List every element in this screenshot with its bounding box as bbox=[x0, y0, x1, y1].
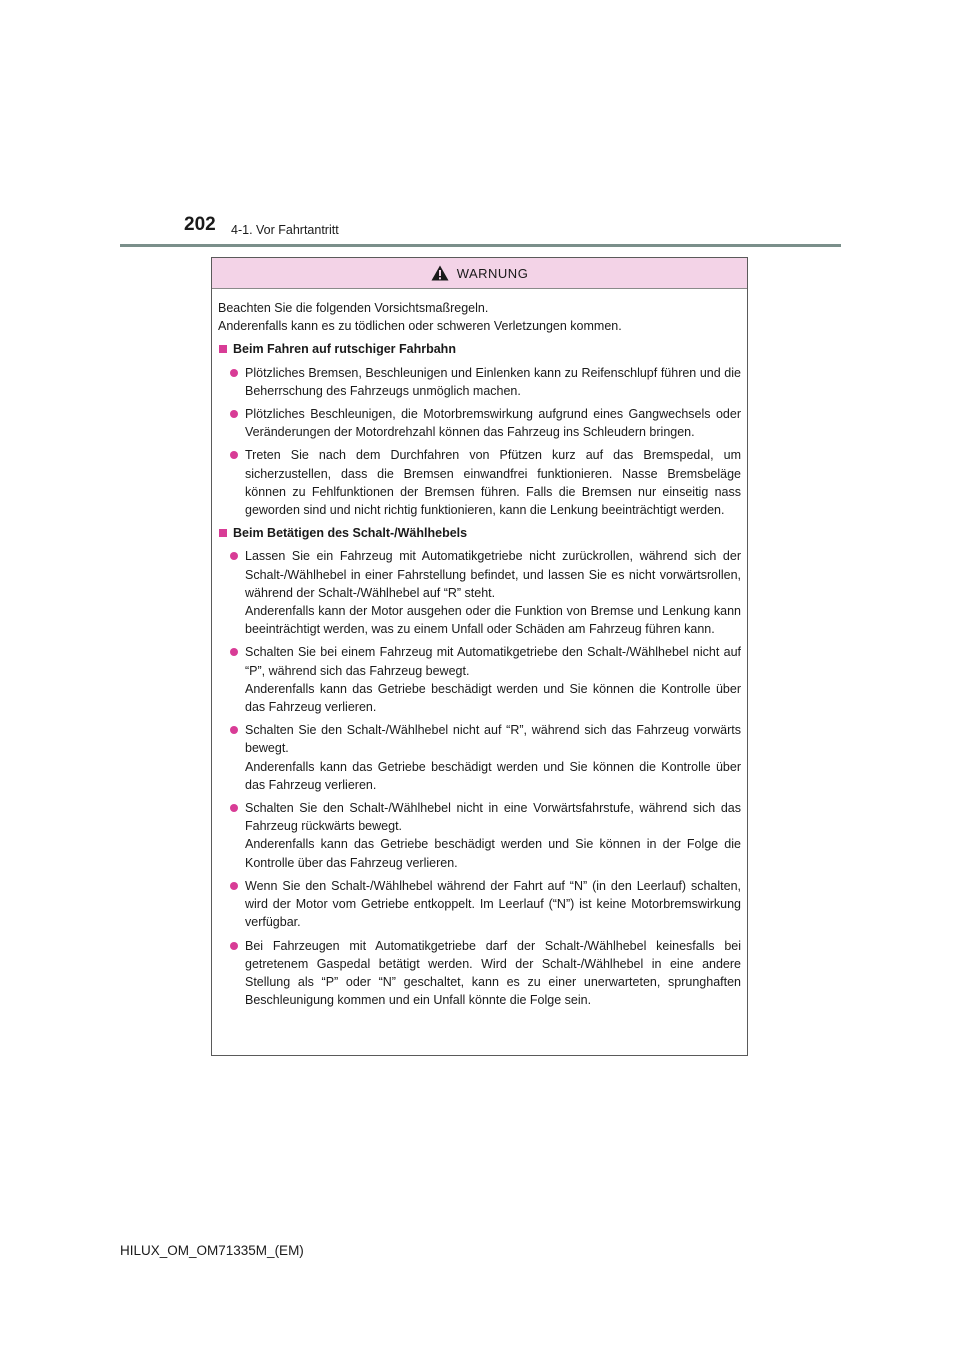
warning-title: WARNUNG bbox=[456, 265, 529, 281]
page-number: 202 bbox=[184, 214, 216, 235]
warning-header bbox=[212, 258, 747, 289]
section-heading bbox=[218, 524, 741, 542]
paragraph: Schalten Sie den Schalt-/Wählhebel nicht in eine Vorwärtsfahrstufe, während sich das Fahrzeug rückwärts bewegt. bbox=[245, 801, 741, 834]
header-rule bbox=[120, 244, 841, 247]
list-item bbox=[218, 547, 741, 638]
bullet-dot-icon bbox=[230, 942, 238, 950]
bullet-dot-icon bbox=[230, 804, 238, 812]
list-item-text bbox=[245, 643, 741, 716]
paragraph: Lassen Sie ein Fahrzeug mit Automatikgetriebe nicht zurückrollen, während sich der Schalt-/Wählhebel in einer Fahrstellung befindet, und lassen Sie es nicht vorwärtsrollen, während der Schalt-/Wählhebel auf “R” steht. bbox=[245, 549, 741, 600]
paragraph: Plötzliches Beschleunigen, die Motorbremswirkung aufgrund eines Gangwechsels oder Veränderungen der Motordrehzahl können das Fahrzeug ins Schleudern bringen. bbox=[245, 407, 741, 440]
paragraph: Schalten Sie bei einem Fahrzeug mit Automatikgetriebe den Schalt-/Wählhebel nicht auf “P”, während sich das Fahrzeug bewegt. bbox=[245, 645, 741, 678]
intro-line: Anderenfalls kann es zu tödlichen oder schweren Verletzungen kommen. bbox=[218, 319, 622, 334]
intro-line: Beachten Sie die folgenden Vorsichtsmaßregeln. bbox=[218, 301, 489, 315]
paragraph: Plötzliches Bremsen, Beschleunigen und Einlenken kann zu Reifenschlupf führen und die Beherrschung des Fahrzeugs unmöglich machen. bbox=[245, 365, 741, 398]
warning-section bbox=[218, 340, 741, 519]
list-item bbox=[218, 643, 741, 716]
list-item bbox=[218, 405, 741, 441]
list-item-text bbox=[245, 721, 741, 794]
square-bullet-icon bbox=[219, 345, 227, 353]
list-item-text bbox=[245, 937, 741, 1010]
list-item-text bbox=[245, 547, 741, 638]
bullet-dot-icon bbox=[230, 451, 238, 459]
warning-intro bbox=[218, 299, 741, 335]
paragraph: Treten Sie nach dem Durchfahren von Pfützen kurz auf das Bremspedal, um sicherzustellen, dass die Bremsen einwandfrei funktionieren. Nasse Bremsbeläge können zu Fehlfunktionen der Bremsen führen. Falls die Bremsen nur einseitig nass geworden sind und nicht richtig funktionieren, kann die Lenkung beeinträchtigt werden. bbox=[245, 448, 741, 518]
bullet-dot-icon bbox=[230, 648, 238, 656]
list-item bbox=[218, 446, 741, 519]
section-heading-text: Beim Betätigen des Schalt-/Wählhebels bbox=[233, 526, 468, 541]
bullet-dot-icon bbox=[230, 726, 238, 734]
square-bullet-icon bbox=[219, 529, 227, 537]
warning-section bbox=[218, 524, 741, 1009]
list-item bbox=[218, 937, 741, 1010]
section-heading bbox=[218, 340, 741, 358]
list-item-text bbox=[245, 364, 741, 400]
paragraph: Anderenfalls kann das Getriebe beschädigt werden und Sie können in der Folge die Kontrolle über das Fahrzeug verlieren. bbox=[245, 837, 741, 870]
list-item-text bbox=[245, 446, 741, 519]
document-code: HILUX_OM_OM71335M_(EM) bbox=[120, 1243, 304, 1258]
warning-body bbox=[212, 289, 747, 1009]
paragraph: Anderenfalls kann das Getriebe beschädigt werden und Sie können die Kontrolle über das Fahrzeug verlieren. bbox=[245, 759, 741, 792]
paragraph: Schalten Sie den Schalt-/Wählhebel nicht auf “R”, während sich das Fahrzeug vorwärts bewegt. bbox=[245, 723, 741, 756]
list-item bbox=[218, 877, 741, 932]
warning-box bbox=[211, 257, 748, 1056]
bullet-dot-icon bbox=[230, 882, 238, 890]
list-item bbox=[218, 799, 741, 872]
warning-triangle-icon bbox=[431, 265, 449, 281]
bullet-dot-icon bbox=[230, 369, 238, 377]
list-item bbox=[218, 721, 741, 794]
paragraph: Bei Fahrzeugen mit Automatikgetriebe darf der Schalt-/Wählhebel keinesfalls bei getretenem Gaspedal betätigt werden. Wird der Schalt-/Wählhebel in eine andere Stellung als “P” oder “N” geschaltet, kann es zu einer unerwarteten, sprunghaften Beschleunigung kommen und ein Unfall könnte die Folge sein. bbox=[245, 938, 741, 1008]
list-item-text bbox=[245, 405, 741, 441]
bullet-dot-icon bbox=[230, 410, 238, 418]
section-title: 4-1. Vor Fahrtantritt bbox=[231, 223, 339, 237]
paragraph: Anderenfalls kann der Motor ausgehen oder die Funktion von Bremse und Lenkung kann beeinträchtigt werden, was zu einem Unfall oder Schäden am Fahrzeug führen kann. bbox=[245, 604, 741, 637]
list-item-text bbox=[245, 799, 741, 872]
list-item-text bbox=[245, 877, 741, 932]
list-item bbox=[218, 364, 741, 400]
section-heading-text: Beim Fahren auf rutschiger Fahrbahn bbox=[233, 342, 456, 357]
paragraph: Anderenfalls kann das Getriebe beschädigt werden und Sie können die Kontrolle über das Fahrzeug verlieren. bbox=[245, 681, 741, 715]
bullet-dot-icon bbox=[230, 552, 238, 560]
paragraph: Wenn Sie den Schalt-/Wählhebel während der Fahrt auf “N” (in den Leerlauf) schalten, wird der Motor vom Getriebe entkoppelt. Im Leerlauf (“N”) ist keine Motorbremswirkung verfügbar. bbox=[245, 878, 741, 930]
